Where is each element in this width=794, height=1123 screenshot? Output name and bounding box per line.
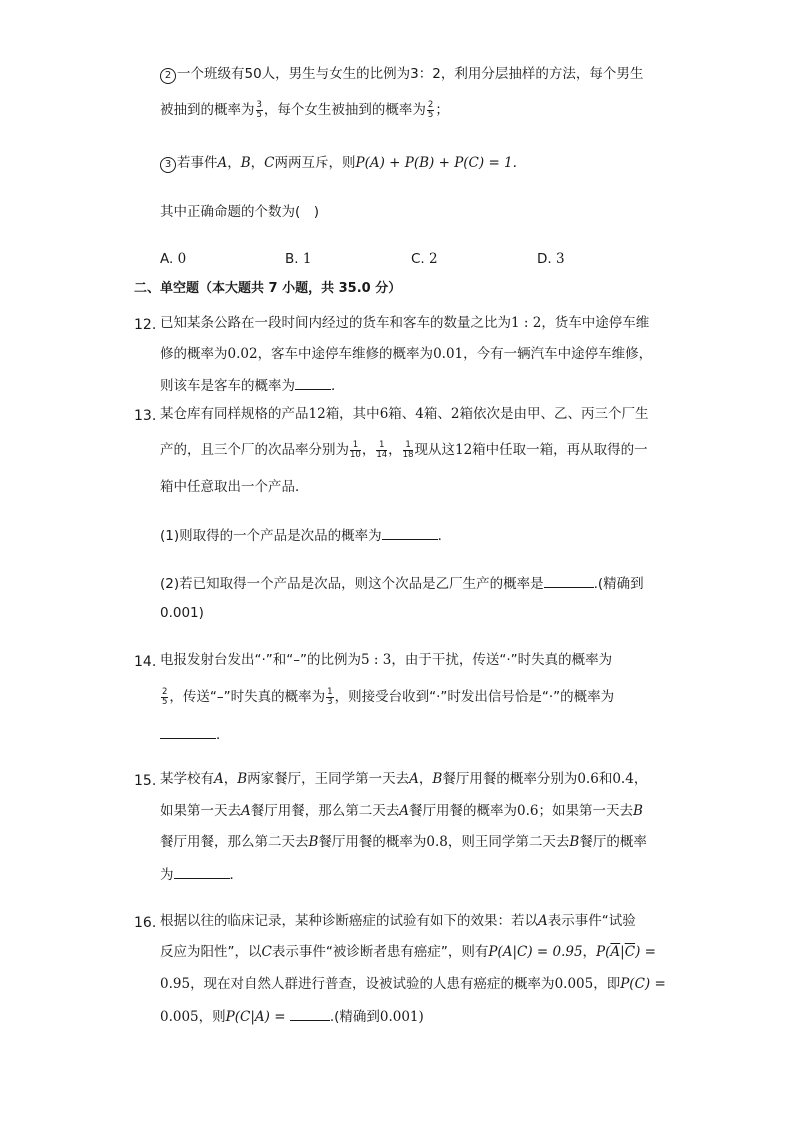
q14-line-1: 电报发射台发出“·”和“–”的比例为5 : 3，由于干扰，传送“·”时失真的概率为 xyxy=(160,652,613,668)
q13-sub-2: (2)若已知取得一个产品是次品，则这个次品是乙厂生产的概率是 .(精确到 xyxy=(160,573,644,594)
q13-line-3: 箱中任意取出一个产品． xyxy=(160,479,309,495)
question-number: 12. xyxy=(134,317,157,333)
q15-line-3: 餐厅用餐，那么第二天去B餐厅用餐的概率为0.8，则王同学第二天去B餐厅的概率 xyxy=(160,834,647,850)
answer-blank[interactable] xyxy=(290,1006,330,1021)
q13-line-1: 某仓库有同样规格的产品12箱，其中6箱、4箱、2箱依次是由甲、乙、丙三个厂生 xyxy=(160,406,649,422)
question-number: 14. xyxy=(134,654,157,670)
q16-line-1: 根据以往的临床记录，某种诊断癌症的试验有如下的效果：若以A表示事件“试验 xyxy=(160,913,636,929)
fraction: $\frac{3}{5}$ xyxy=(256,99,262,120)
fraction: $\frac{1}{3}$ xyxy=(327,686,333,707)
q13-sub-1: (1)则取得的一个产品是次品的概率为 ． xyxy=(160,525,451,546)
fraction: $\frac{1}{14}$ xyxy=(376,439,388,460)
q14-line-3: ． xyxy=(160,724,230,745)
formula: P(C|A) = xyxy=(225,1009,286,1025)
formula: $P(\overline{A}|\overline{C})$ = xyxy=(596,944,656,960)
answer-blank[interactable] xyxy=(295,375,331,390)
q12-line-3: 则该车是客车的概率为 ． xyxy=(160,375,345,396)
fraction: $\frac{1}{10}$ xyxy=(350,439,361,460)
item-marker-3: 3 xyxy=(160,157,176,173)
option-b: B. 1 xyxy=(285,251,312,267)
answer-blank[interactable] xyxy=(160,724,216,739)
question-number: 16. xyxy=(134,915,157,931)
item-2-line-1: 2 一个班级有50人，男生与女生的比例为3：2，利用分层抽样的方法，每个男生 xyxy=(160,64,643,84)
question-number: 13. xyxy=(134,408,157,424)
answer-blank[interactable] xyxy=(174,864,230,879)
q13-line-2: 产的，且三个厂的次品率分别为 $\frac{1}{10}$ ， $\frac{1}{14}$ ， $\frac{1}{18}$ 现从这12箱中任取一箱，再从取得的一 xyxy=(160,439,648,460)
q14-line-2: $\frac{2}{5}$ ，传送“–”时失真的概率为 $\frac{1}{3}$ ，则接受台收到“·”时发出信号恰是“·”的概率为 xyxy=(162,686,615,707)
fraction: $\frac{2}{5}$ xyxy=(427,99,434,120)
section-header: 二、单空题（本大题共 7 小题，共 35.0 分） xyxy=(134,281,402,296)
item-3-line: 3 若事件A，B，C两两互斥，则P(A) + P(B) + P(C) = 1. xyxy=(160,153,517,173)
answer-blank[interactable] xyxy=(382,525,438,540)
item-2-line-2: 被抽到的概率为 $\frac{3}{5}$ ，每个女生被抽到的概率为 $\frac{2}{5}$ ； xyxy=(160,99,449,120)
fraction: $\frac{2}{5}$ xyxy=(162,686,168,707)
q15-line-1: 某学校有A，B两家餐厅，王同学第一天去A，B餐厅用餐的概率分别为0.6和0.4， xyxy=(160,771,648,787)
q15-line-2: 如果第一天去A餐厅用餐，那么第二天去A餐厅用餐的概率为0.6；如果第一天去B xyxy=(160,803,643,819)
q16-line-3: 0.95，现在对自然人群进行普查，设被试验的人患有癌症的概率为0.005，即P(C) = xyxy=(160,976,666,992)
fraction: $\frac{1}{18}$ xyxy=(402,439,414,460)
formula: P(C) = xyxy=(620,976,666,992)
item-marker-2: 2 xyxy=(160,68,176,84)
option-c: C. 2 xyxy=(411,251,438,267)
q12-line-1: 已知某条公路在一段时间内经过的货车和客车的数量之比为1 : 2，货车中途停车维 xyxy=(160,315,650,331)
q15-line-4: 为 ． xyxy=(160,864,243,885)
formula: P(A) + P(B) + P(C) = 1. xyxy=(355,155,517,171)
q12-line-2: 修的概率为0.02，客车中途停车维修的概率为0.01，今有一辆汽车中途停车维修， xyxy=(160,346,653,362)
question-prompt: 其中正确命题的个数为( ) xyxy=(160,204,320,220)
q16-line-4: 0.005，则P(C|A) = .(精确到0.001) xyxy=(160,1006,424,1027)
q13-sub-2-cont: 0.001) xyxy=(160,605,204,621)
q16-line-2: 反应为阳性”，以C表示事件“被诊断者患有癌症”，则有P(A|C) = 0.95，$P(\overline{A}|\overline{C})$ = xyxy=(160,944,656,960)
question-number: 15. xyxy=(134,773,157,789)
option-d: D. 3 xyxy=(537,251,565,267)
formula: P(A|C) = 0.95 xyxy=(488,944,583,960)
answer-blank[interactable] xyxy=(544,573,594,588)
option-a: A. 0 xyxy=(160,251,187,267)
